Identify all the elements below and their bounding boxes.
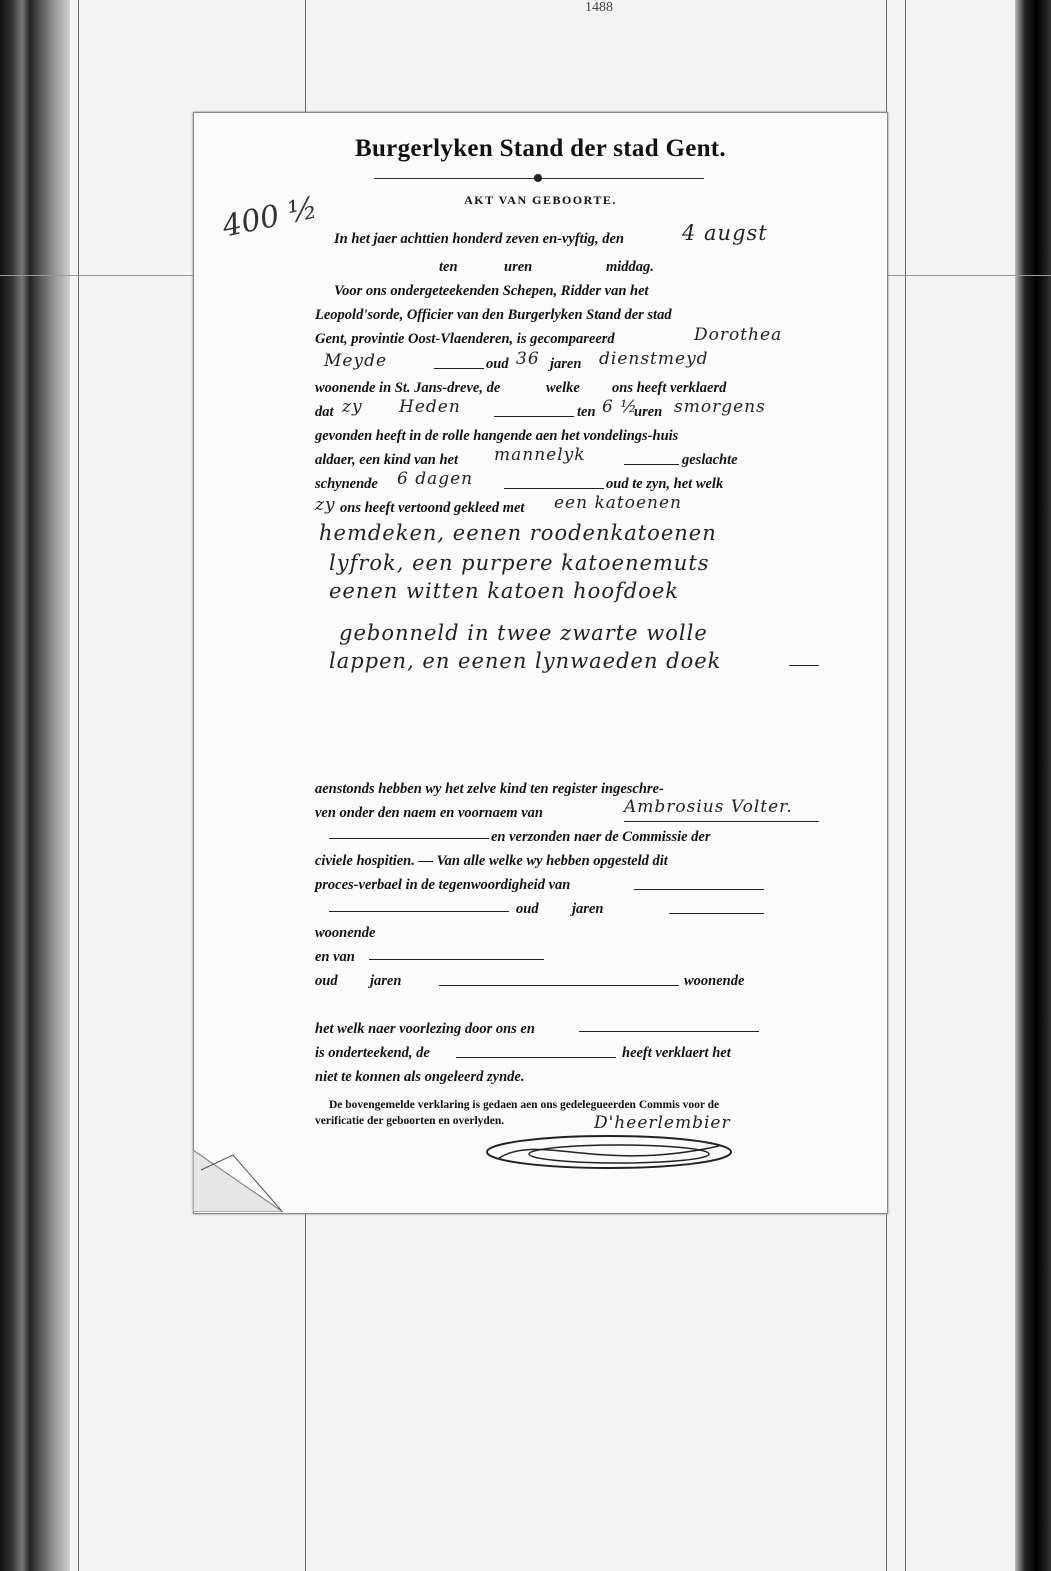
- handwritten-pronoun: zy: [315, 495, 336, 515]
- closing-statement: verificatie der geboorten en overlyden.: [315, 1115, 505, 1127]
- blank-line: [329, 838, 489, 839]
- printed-line: geslachte: [682, 452, 738, 468]
- closing-statement: De bovengemelde verklaring is gedaen aen ons gedelegueerden Commis voor de: [329, 1099, 720, 1111]
- blank-line: [634, 889, 764, 890]
- handwritten-clothing: hemdeken, eenen roodenkatoenen: [319, 521, 717, 545]
- printed-line: oud: [315, 973, 338, 989]
- book-binding-right: [1015, 0, 1051, 1571]
- printed-line: uren: [504, 259, 533, 275]
- printed-line: woonende in St. Jans-dreve, de: [315, 380, 501, 396]
- page-number: 1488: [585, 0, 613, 15]
- printed-line: is onderteekend, de: [315, 1045, 430, 1061]
- printed-line: civiele hospitien. — Van alle welke wy hebben opgesteld dit: [315, 853, 668, 869]
- handwritten-declarant-first-name: Dorothea: [694, 325, 783, 345]
- printed-line: gevonden heeft in de rolle hangende aen het vondelings-huis: [315, 428, 679, 444]
- blank-line: [329, 911, 509, 912]
- form-subtitle: AKT VAN GEBOORTE.: [464, 193, 617, 207]
- printed-line: niet te konnen als ongeleerd zynde.: [315, 1069, 525, 1085]
- printed-line: ten: [577, 404, 596, 420]
- printed-line: aenstonds hebben wy het zelve kind ten register ingeschre-: [315, 781, 664, 797]
- handwritten-day: Heden: [399, 397, 461, 417]
- handwritten-declarant-occupation: dienstmeyd: [599, 349, 709, 369]
- handwritten-time-of-day: smorgens: [674, 397, 766, 417]
- handwritten-pronoun: zy: [342, 397, 363, 417]
- birth-certificate-form: [193, 112, 888, 1214]
- printed-line: en verzonden naer de Commissie der: [491, 829, 711, 845]
- handwritten-clothing: lappen, en eenen lynwaeden doek: [329, 649, 722, 673]
- printed-line: oud: [516, 901, 539, 917]
- blank-line: [456, 1057, 616, 1058]
- folded-corner: [193, 1150, 283, 1212]
- blank-line: [504, 488, 604, 489]
- printed-line: heeft verklaert het: [622, 1045, 731, 1061]
- printed-line: woonende: [684, 973, 745, 989]
- blank-line: [624, 464, 679, 465]
- handwritten-declarant-age: 36: [516, 349, 540, 369]
- printed-line: aldaer, een kind van het: [315, 452, 458, 468]
- handwritten-clothing: een katoenen: [554, 493, 682, 513]
- handwritten-sex: mannelyk: [494, 445, 586, 465]
- printed-line: Voor ons ondergeteekenden Schepen, Ridder van het: [334, 283, 649, 299]
- printed-line: en van: [315, 949, 355, 965]
- blank-line: [579, 1031, 759, 1032]
- printed-line: woonende: [315, 925, 376, 941]
- printed-line: ven onder den naem en voornaem van: [315, 805, 543, 821]
- margin-annotation: 400 ½: [219, 190, 321, 245]
- printed-line: ons heeft verklaerd: [612, 380, 727, 396]
- printed-line: welke: [546, 380, 580, 396]
- handwritten-apparent-age: 6 dagen: [397, 469, 474, 489]
- blank-line: [624, 821, 819, 822]
- ledger-rule: [78, 0, 79, 1571]
- blank-line: [369, 959, 544, 960]
- handwritten-signature: D'heerlembier: [594, 1113, 731, 1133]
- handwritten-date: 4 augst: [682, 221, 768, 245]
- ledger-rule: [905, 0, 906, 1571]
- printed-line: oud: [486, 356, 509, 372]
- blank-line: [494, 416, 574, 417]
- printed-line: proces-verbael in de tegenwoordigheid van: [315, 877, 571, 893]
- printed-line: het welk naer voorlezing door ons en: [315, 1021, 535, 1037]
- handwritten-clothing: gebonneld in twee zwarte wolle: [339, 621, 708, 645]
- printed-line: ten: [439, 259, 458, 275]
- signature-flourish: [479, 1128, 739, 1178]
- printed-line: uren: [634, 404, 663, 420]
- printed-line: dat: [315, 404, 334, 420]
- handwritten-hour: 6 ½: [602, 397, 638, 417]
- printed-line: jaren: [550, 356, 582, 372]
- printed-line: jaren: [572, 901, 604, 917]
- blank-line: [669, 913, 764, 914]
- title-divider-ornament: [534, 174, 542, 182]
- blank-line: [434, 368, 484, 369]
- book-binding-left: [0, 0, 70, 1571]
- printed-line: In het jaer achttien honderd zeven en-vyftig, den: [334, 231, 624, 247]
- printed-line: Leopold'sorde, Officier van den Burgerlyken Stand der stad: [315, 307, 672, 323]
- printed-line: schynende: [315, 476, 378, 492]
- handwritten-clothing: eenen witten katoen hoofdoek: [329, 579, 679, 603]
- handwritten-child-name: Ambrosius Volter.: [624, 797, 793, 817]
- printed-line: jaren: [370, 973, 402, 989]
- form-title: Burgerlyken Stand der stad Gent.: [355, 135, 726, 162]
- blank-line: [789, 665, 819, 666]
- printed-line: ons heeft vertoond gekleed met: [340, 500, 525, 516]
- handwritten-clothing: lyfrok, een purpere katoenemuts: [329, 551, 710, 575]
- handwritten-declarant-last-name: Meyde: [324, 351, 388, 371]
- blank-line: [439, 985, 679, 986]
- printed-line: middag.: [606, 259, 654, 275]
- printed-line: Gent, provintie Oost-Vlaenderen, is gecompareerd: [315, 331, 615, 347]
- printed-line: oud te zyn, het welk: [606, 476, 724, 492]
